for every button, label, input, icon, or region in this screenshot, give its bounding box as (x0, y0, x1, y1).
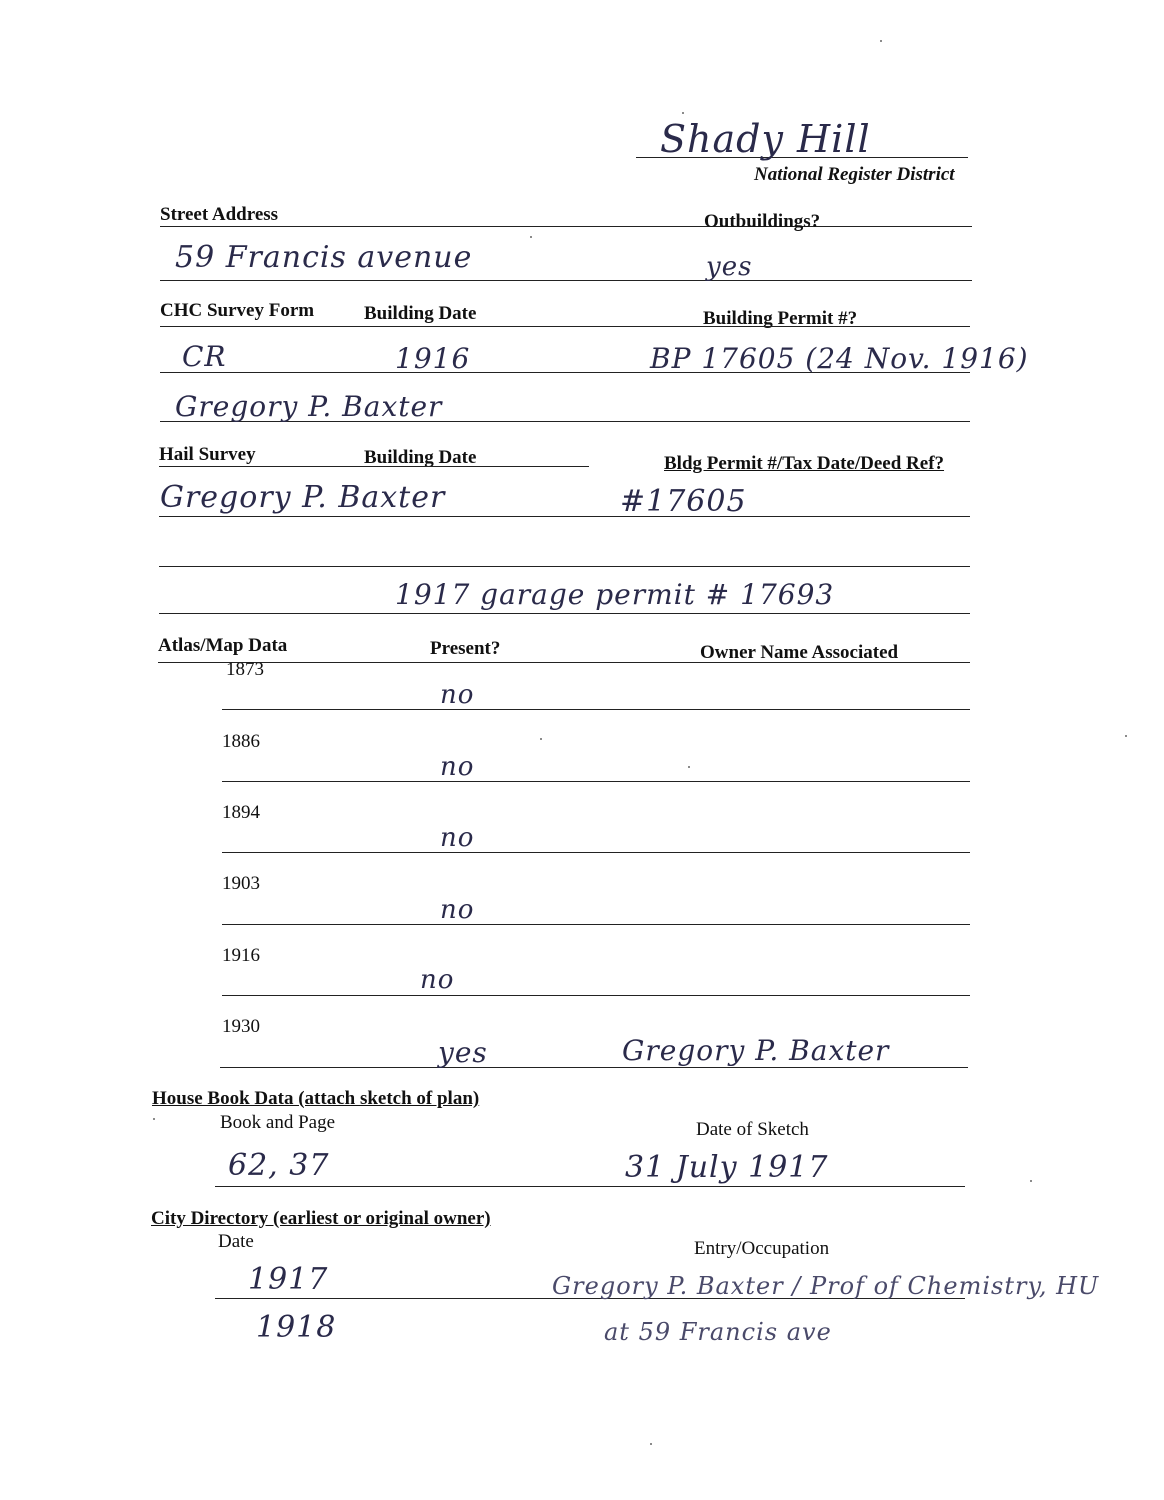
entry-occupation-value-1: Gregory P. Baxter / Prof of Chemistry, HU (552, 1272, 1100, 1300)
scan-speck (682, 112, 684, 114)
city-directory-label: City Directory (earliest or original owner) (151, 1208, 491, 1229)
atlas-present-1930: yes (438, 1036, 488, 1069)
atlas-owner-1930: Gregory P. Baxter (622, 1034, 890, 1067)
scan-speck (1125, 735, 1127, 737)
atlas-year-1903: 1903 (222, 873, 260, 894)
scan-speck (540, 738, 542, 740)
scan-speck (688, 766, 690, 768)
atlas-row-line (222, 852, 970, 853)
chc-building-date-label: Building Date (364, 303, 477, 324)
scan-speck (153, 1118, 155, 1120)
chc-permit-value: BP 17605 (24 Nov. 1916) (650, 342, 1029, 375)
atlas-year-1886: 1886 (222, 731, 260, 752)
hail-blank-line (159, 566, 970, 567)
hail-header-line (159, 466, 589, 467)
street-value-line (160, 280, 972, 281)
hail-building-date-label: Building Date (364, 447, 477, 468)
atlas-year-1894: 1894 (222, 802, 260, 823)
entry-occupation-label: Entry/Occupation (694, 1238, 830, 1259)
atlas-year-1930: 1930 (222, 1016, 260, 1037)
chc-header-line (160, 326, 970, 327)
hail-garage-line (159, 613, 970, 614)
garage-permit-note: 1917 garage permit # 17693 (395, 578, 835, 611)
district-label: National Register District (754, 164, 955, 185)
outbuildings-label: Outbuildings? (704, 211, 821, 232)
city-directory-date-label: Date (218, 1231, 254, 1252)
atlas-row-line (222, 924, 970, 925)
hail-survey-label: Hail Survey (159, 444, 256, 465)
street-header-line (160, 226, 972, 227)
atlas-header-line (158, 662, 970, 663)
entry-occupation-value-2: at 59 Francis ave (604, 1318, 832, 1346)
scan-speck (650, 1443, 652, 1445)
sketch-date-label: Date of Sketch (696, 1119, 809, 1140)
chc-permit-label: Building Permit #? (703, 308, 858, 329)
atlas-present-1894: no (440, 823, 475, 853)
atlas-owner-label: Owner Name Associated (700, 642, 899, 663)
city-directory-date-1: 1917 (248, 1262, 329, 1297)
atlas-label: Atlas/Map Data (158, 635, 288, 656)
chc-owner-value: Gregory P. Baxter (175, 390, 443, 423)
atlas-row-line (222, 995, 970, 996)
chc-survey-value: CR (182, 340, 227, 373)
outbuildings-value: yes (706, 252, 753, 282)
atlas-row-line (222, 709, 970, 710)
hail-permit-value: #17605 (620, 484, 747, 519)
street-address-label: Street Address (160, 204, 279, 225)
house-book-value-line (215, 1186, 965, 1187)
book-page-value: 62, 37 (228, 1148, 330, 1183)
street-address-value: 59 Francis avenue (175, 240, 473, 275)
atlas-present-1916: no (420, 965, 455, 995)
scan-speck (530, 236, 532, 238)
sketch-date-value: 31 July 1917 (625, 1150, 829, 1185)
city-directory-date-2: 1918 (256, 1310, 337, 1345)
chc-date-value: 1916 (395, 342, 471, 375)
hail-survey-value: Gregory P. Baxter (160, 480, 446, 515)
atlas-present-1873: no (440, 680, 475, 710)
atlas-present-1886: no (440, 752, 475, 782)
atlas-present-1903: no (440, 895, 475, 925)
atlas-year-1916: 1916 (222, 945, 260, 966)
atlas-year-1873: 1873 (226, 659, 264, 680)
atlas-present-label: Present? (430, 638, 501, 659)
hail-value-line (159, 516, 970, 517)
house-book-label: House Book Data (attach sketch of plan) (152, 1088, 480, 1109)
hail-permit-label: Bldg Permit #/Tax Date/Deed Ref? (664, 453, 945, 474)
scan-speck (880, 40, 882, 42)
scan-speck (1030, 1180, 1032, 1182)
book-page-label: Book and Page (220, 1112, 336, 1133)
atlas-row-line (220, 1067, 968, 1068)
chc-survey-label: CHC Survey Form (160, 300, 315, 321)
atlas-row-line (222, 781, 970, 782)
district-signature: Shady Hill (660, 117, 871, 161)
